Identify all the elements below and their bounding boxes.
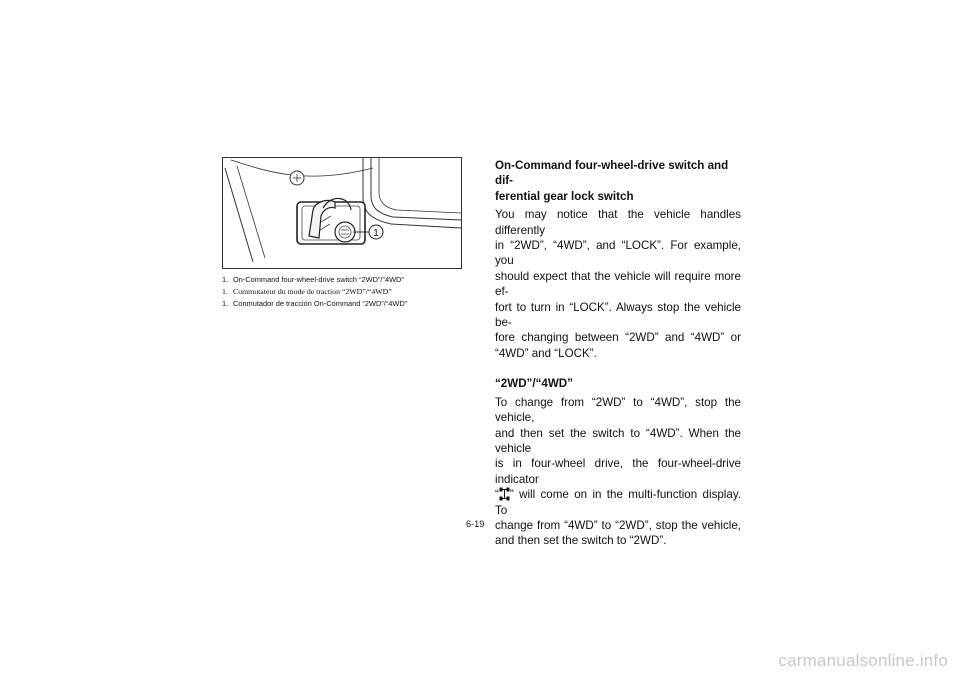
caption-text: Conmutador de tracción On-Command “2WD”/“4WD” (233, 299, 408, 308)
paragraph-line: and then set the switch to “4WD”. When the vehicle (495, 426, 741, 455)
paragraph-line: should expect that the vehicle will require more ef- (495, 269, 741, 299)
section-heading (495, 158, 741, 204)
paragraph-line: fore changing between “2WD” and “4WD” or (495, 331, 741, 345)
subsection-heading: “2WD”/“4WD” (495, 377, 573, 391)
switch-illustration (222, 157, 462, 269)
four-wheel-drive-indicator-icon (499, 487, 510, 501)
procedure-paragraph (495, 395, 741, 549)
paragraph-line: is in four-wheel drive, the four-wheel-drive indicator (495, 457, 741, 486)
caption-number: 1. (222, 287, 228, 296)
paragraph-line: You may notice that the vehicle handles differently (495, 208, 741, 237)
paragraph-line: change from “4WD” to “2WD”, stop the vehicle, (495, 518, 741, 532)
caption-spanish (222, 299, 472, 308)
watermark: carmanualsonline.info (778, 651, 948, 670)
caption-text: Commutateur du mode de traction “2WD”/“4WD” (233, 287, 392, 296)
paragraph-line: “4WD” and “LOCK”. (495, 346, 597, 360)
intro-paragraph (495, 207, 741, 361)
paragraph-line: in “2WD”, “4WD”, and “LOCK”. For example, you (495, 239, 741, 268)
heading-line: ferential gear lock switch (495, 189, 634, 203)
open-quote: “ (495, 488, 499, 502)
caption-text: On-Command four-wheel-drive switch “2WD”/“4WD” (233, 275, 404, 284)
paragraph-line-with-icon (495, 487, 741, 518)
main-text-column (495, 158, 741, 549)
callout-number: 1 (373, 228, 379, 239)
caption-number: 1. (222, 299, 229, 308)
paragraph-line: and then set the switch to “2WD”. (495, 534, 667, 548)
heading-line: On-Command four-wheel-drive switch and dif- (495, 159, 729, 188)
caption-french (222, 287, 472, 296)
switch-illustration-drawing (223, 158, 461, 268)
page-number: 6-19 (466, 519, 485, 529)
indicator-sentence: ” will come on in the multi-function display. To (495, 488, 741, 517)
paragraph-line: To change from “2WD” to “4WD”, stop the vehicle, (495, 395, 741, 425)
caption-number: 1. (222, 275, 229, 284)
figure-captions (222, 275, 472, 311)
caption-english (222, 275, 472, 284)
paragraph-line: fort to turn in “LOCK”. Always stop the vehicle be- (495, 300, 741, 330)
